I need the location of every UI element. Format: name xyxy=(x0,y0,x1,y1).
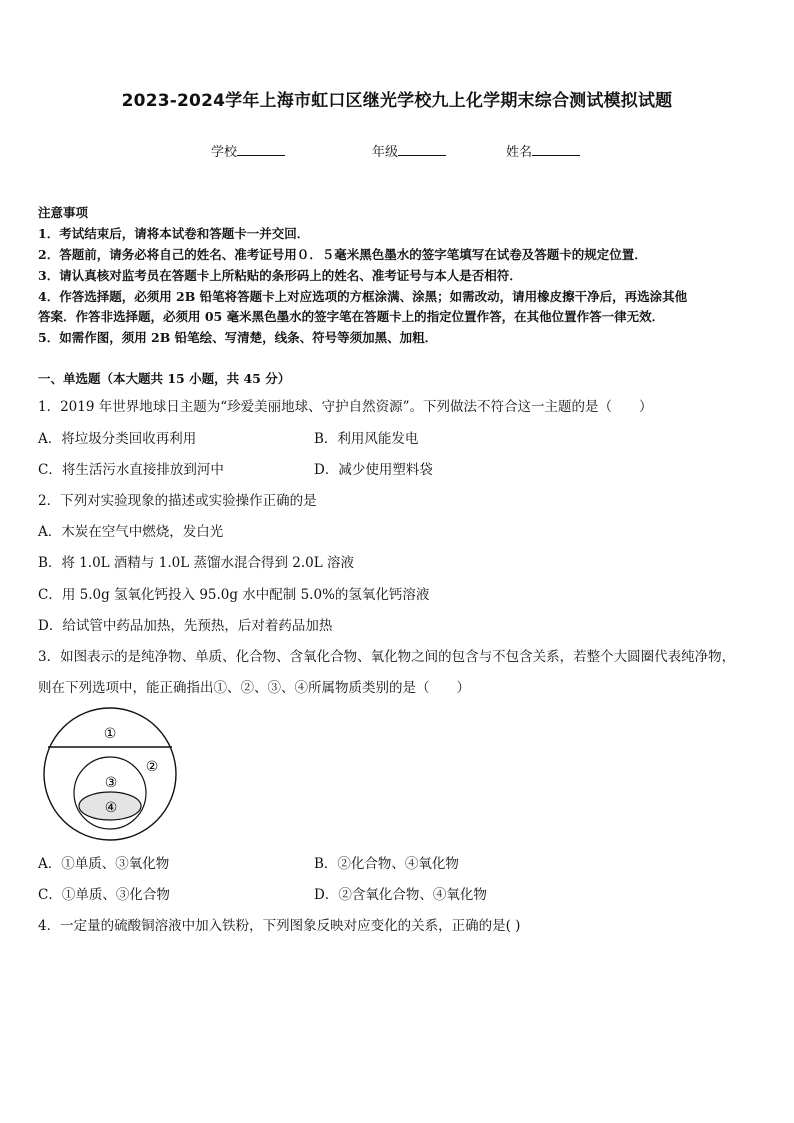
question-1-stem: 1．2019 年世界地球日主题为“珍爱美丽地球、守护自然资源”。下列做法不符合这一主题的是（ ） xyxy=(38,399,653,415)
q1-option-c[interactable]: C．将生活污水直接排放到河中 xyxy=(38,462,224,478)
grade-label: 年级 xyxy=(372,145,399,160)
section-title: 一、单选题（本大题共 15 小题，共 45 分） xyxy=(38,371,291,386)
question-2-stem: 2．下列对实验现象的描述或实验操作正确的是 xyxy=(38,493,317,509)
label-4: ④ xyxy=(104,800,118,816)
school-field xyxy=(211,141,285,160)
notice-item: 2．答题前，请务必将自己的姓名、准考证号用０．５毫米黑色墨水的签字笔填写在试卷及答题卡的规定位置． xyxy=(38,247,647,262)
name-field xyxy=(506,141,580,160)
q2-option-a[interactable]: A．木炭在空气中燃烧，发白光 xyxy=(38,524,224,540)
q3-option-d[interactable]: D．②含氧化合物、④氧化物 xyxy=(314,887,487,903)
grade-field xyxy=(372,141,446,160)
label-3: ③ xyxy=(104,775,118,791)
label-1: ① xyxy=(103,726,117,742)
q3-option-b[interactable]: B．②化合物、④氧化物 xyxy=(314,856,459,872)
label-2: ② xyxy=(145,759,159,775)
q2-option-d[interactable]: D．给试管中药品加热，先预热，后对着药品加热 xyxy=(38,618,333,634)
page-title: 2023-2024学年上海市虹口区继光学校九上化学期末综合测试模拟试题 xyxy=(121,91,673,111)
question-3-stem-line-1: 3．如图表示的是纯净物、单质、化合物、含氧化合物、氧化物之间的包含与不包含关系，若整个大圆圈代表纯净物， xyxy=(38,649,736,665)
set-diagram xyxy=(40,704,185,849)
q1-option-a[interactable]: A．将垃圾分类回收再利用 xyxy=(38,431,197,447)
q1-option-d[interactable]: D．减少使用塑料袋 xyxy=(314,462,433,478)
notice-item: 答案．作答非选择题，必须用 05 毫米黑色墨水的签字笔在答题卡上的指定位置作答，在其他位置作答一律无效． xyxy=(38,309,665,324)
school-label: 学校 xyxy=(211,145,238,160)
notice-item: 1．考试结束后，请将本试卷和答题卡一并交回． xyxy=(38,226,310,241)
notice-item: 4．作答选择题，必须用 2B 铅笔将答题卡上对应选项的方框涂满、涂黑；如需改动，请用橡皮擦干净后，再选涂其他 xyxy=(38,289,688,304)
q1-option-b[interactable]: B．利用风能发电 xyxy=(314,431,419,447)
question-3-stem-line-2: 则在下列选项中，能正确指出①、②、③、④所属物质类别的是（ ） xyxy=(38,680,470,696)
name-label: 姓名 xyxy=(506,145,533,160)
school-blank[interactable] xyxy=(237,143,285,156)
grade-blank[interactable] xyxy=(398,143,446,156)
q3-option-c[interactable]: C．①单质、③化合物 xyxy=(38,887,170,903)
q2-option-c[interactable]: C．用 5.0g 氢氧化钙投入 95.0g 水中配制 5.0%的氢氧化钙溶液 xyxy=(38,587,430,603)
notice-item: 3．请认真核对监考员在答题卡上所粘贴的条形码上的姓名、准考证号与本人是否相符． xyxy=(38,268,522,283)
q2-option-b[interactable]: B．将 1.0L 酒精与 1.0L 蒸馏水混合得到 2.0L 溶液 xyxy=(38,555,354,571)
name-blank[interactable] xyxy=(532,143,580,156)
notice-heading: 注意事项 xyxy=(38,205,89,220)
q3-option-a[interactable]: A．①单质、③氧化物 xyxy=(38,856,170,872)
question-4-stem: 4．一定量的硫酸铜溶液中加入铁粉，下列图象反映对应变化的关系，正确的是( ) xyxy=(38,918,521,934)
notice-item: 5．如需作图，须用 2B 铅笔绘、写清楚，线条、符号等须加黑、加粗． xyxy=(38,330,438,345)
